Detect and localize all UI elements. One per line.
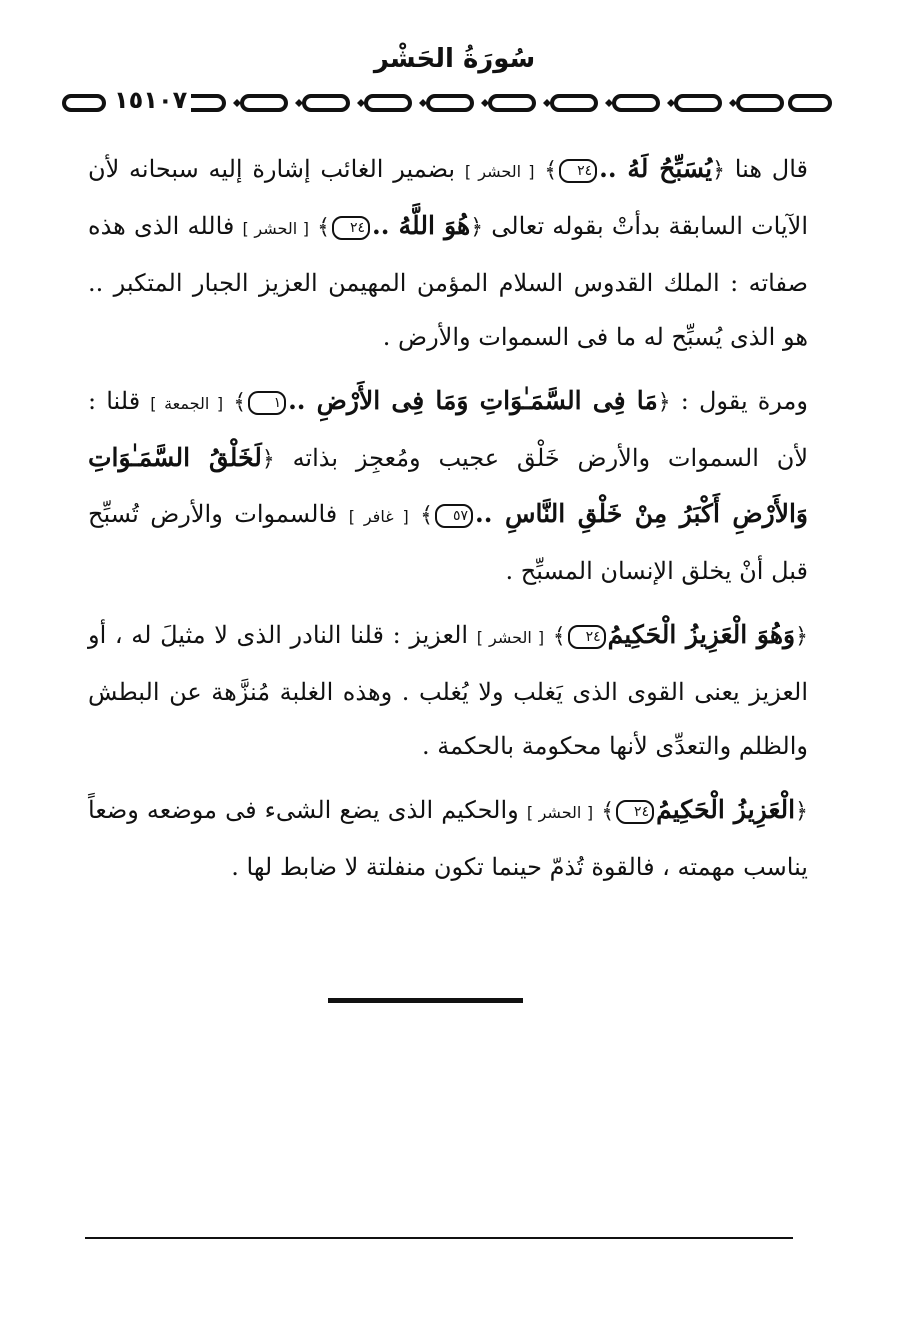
surah-reference: [ الجمعة ] — [150, 394, 224, 413]
surah-title: سُورَةُ الحَشْر — [373, 44, 536, 74]
quran-quote: ﴿هُوَ اللَّهُ ..٢٤﴾ — [317, 211, 484, 240]
quran-quote: ﴿مَا فِى السَّمَـٰوَاتِ وَمَا فِى الأَرْضِ ..١﴾ — [233, 386, 671, 415]
text: قال هنا — [734, 155, 808, 183]
verse-number-badge: ٥٧ — [435, 504, 473, 528]
text: والحكيم الذى يضع الشىء فى موضعه وضعاً يناسب مهمته ، فالقوة تُذمّ حينما تكون منفلتة لا ضابط لها . — [88, 796, 808, 881]
surah-reference: [ الحشر ] — [242, 219, 309, 238]
verse-number-badge: ٢٤ — [559, 159, 597, 183]
text: بضمير الغائب إشارة إليه سبحانه لأن الآيات السابقة بدأتْ بقوله تعالى — [88, 155, 808, 240]
text: فالسموات والأرض تُسبِّح قبل أنْ يخلق الإنسان المسبِّح . — [88, 500, 808, 585]
text: العزيز : قلنا النادر الذى لا مثيلَ له ، أو العزيز يعنى القوى الذى يَغلب ولا يُغلب . وهذه الغلبة مُنزَّهة عن البطش والظلم والتعدِّى لأنها محكومة بالحكمة . — [88, 621, 808, 760]
quran-quote: ﴿لَخَلْقُ السَّمَـٰوَاتِ وَالأَرْضِ أَكْبَرُ مِنْ خَلْقِ النَّاسِ ..٥٧﴾ — [88, 443, 808, 528]
quran-quote: ﴿يُسَبِّحُ لَهُ ..٢٤﴾ — [544, 154, 726, 183]
page-number: ١٥١٠٧ — [110, 86, 191, 114]
text: ومرة يقول : — [680, 387, 808, 415]
verse-number-badge: ٢٤ — [332, 216, 370, 240]
paragraph-3 — [88, 608, 808, 773]
verse-number-badge: ١ — [248, 391, 286, 415]
paragraph-4 — [88, 783, 808, 894]
quran-quote: ﴿الْعَزِيزُ الْحَكِيمُ٢٤﴾ — [601, 795, 808, 824]
paragraph-1 — [88, 142, 808, 364]
paragraph-2 — [88, 374, 808, 598]
surah-reference: [ الحشر ] — [526, 803, 594, 822]
surah-reference: [ الحشر ] — [476, 628, 545, 647]
section-end-rule — [328, 998, 523, 1003]
footer-rule — [85, 1237, 793, 1239]
quran-quote: ﴿وَهُوَ الْعَزِيزُ الْحَكِيمُ٢٤﴾ — [552, 620, 808, 649]
verse-number-badge: ٢٤ — [616, 800, 654, 824]
surah-reference: [ الحشر ] — [464, 162, 535, 181]
text: قلنا : لأن السموات والأرض خَلْق عجيب ومُعجِز بذاته — [88, 387, 808, 472]
surah-reference: [ غافر ] — [348, 507, 409, 526]
page-body — [88, 142, 808, 894]
text: فالله الذى هذه صفاته : الملك القدوس السلام المؤمن المهيمن العزيز الجبار المتكبر .. هو الذى يُسبِّح له ما فى السموات والأرض . — [88, 212, 808, 351]
verse-number-badge: ٢٤ — [568, 625, 606, 649]
